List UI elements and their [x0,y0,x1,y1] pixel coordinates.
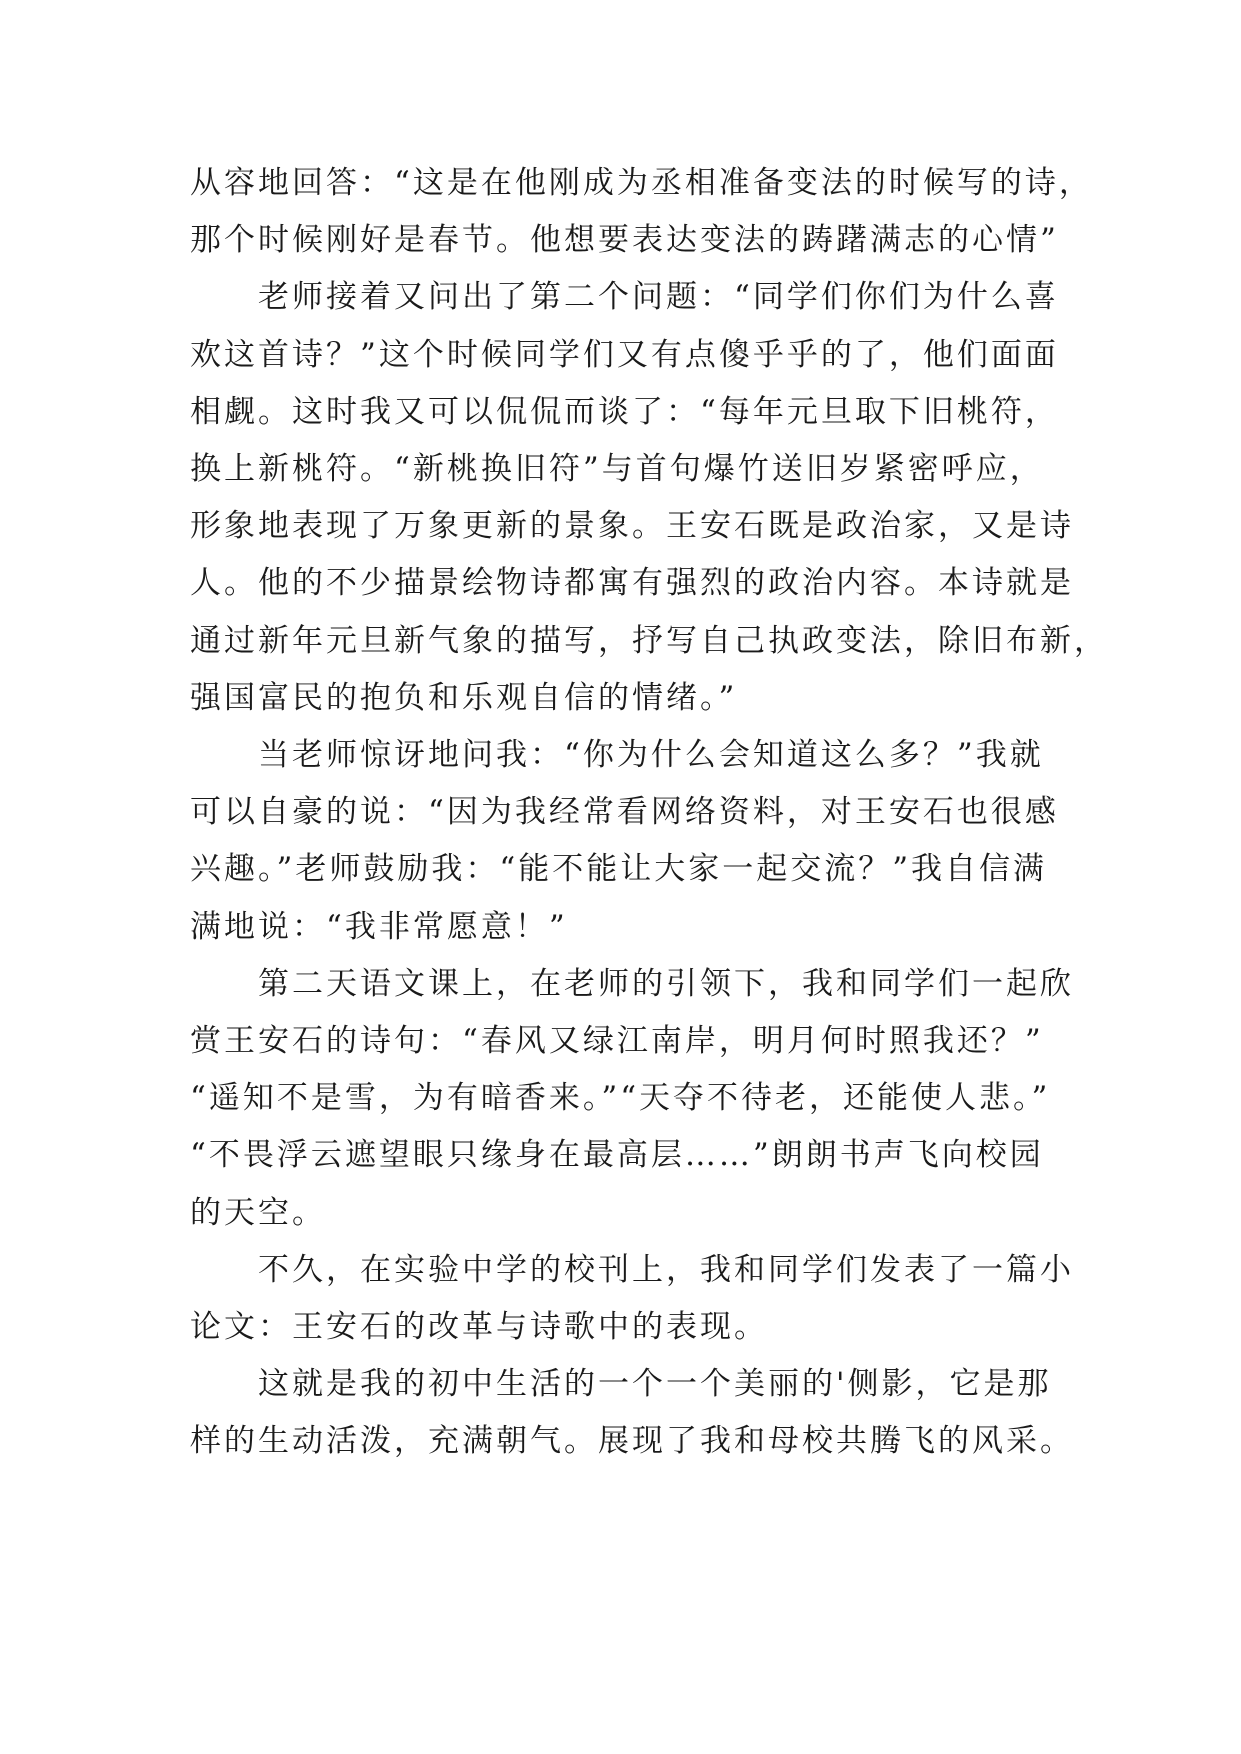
text-line: 论文：王安石的改革与诗歌中的表现。 [190,1309,768,1346]
text-line: 相觑。这时我又可以侃侃而谈了：“每年元旦取下旧桃符， [190,393,1059,430]
text-line: 的天空。 [190,1194,326,1231]
text-line: 这就是我的初中生活的一个一个美丽的'侧影，它是那 [258,1366,1052,1403]
text-line: 形象地表现了万象更新的景象。王安石既是政治家，又是诗 [190,508,1074,545]
text-line: 换上新桃符。“新桃换旧符”与首句爆竹送旧岁紧密呼应， [190,451,1044,488]
text-line: 第二天语文课上，在老师的引领下，我和同学们一起欣 [258,965,1074,1002]
text-line: 人。他的不少描景绘物诗都寓有强烈的政治内容。本诗就是 [190,565,1074,602]
text-line: “遥知不是雪，为有暗香来。”“天夺不待老，还能使人悲。” [190,1080,1051,1117]
text-line: 通过新年元旦新气象的描写，抒写自己执政变法，除旧布新， [190,622,1108,659]
text-line: 那个时候刚好是春节。他想要表达变法的踌躇满志的心情” [190,222,1059,259]
text-line: 可以自豪的说：“因为我经常看网络资料，对王安石也很感 [190,794,1059,831]
text-line: “不畏浮云遮望眼只缘身在最高层……”朗朗书声飞向校园 [190,1137,1044,1174]
text-line: 从容地回答：“这是在他刚成为丞相准备变法的时候写的诗， [190,165,1093,201]
text-line: 欢这首诗？”这个时候同学们又有点傻乎乎的了，他们面面 [190,336,1059,373]
text-line: 赏王安石的诗句：“春风又绿江南岸，明月何时照我还？” [190,1023,1044,1060]
text-line: 满地说：“我非常愿意！” [190,908,568,945]
text-line: 老师接着又问出了第二个问题：“同学们你们为什么喜 [258,279,1059,316]
text-line: 兴趣。”老师鼓励我：“能不能让大家一起交流？”我自信满 [190,851,1048,888]
text-line: 强国富民的抱负和乐观自信的情绪。” [190,679,738,716]
text-line: 样的生动活泼，充满朝气。展现了我和母校共腾飞的风采。 [190,1423,1074,1460]
text-line: 不久，在实验中学的校刊上，我和同学们发表了一篇小 [258,1251,1074,1288]
text-line: 当老师惊讶地问我：“你为什么会知道这么多？”我就 [258,737,1044,774]
body-text [190,155,1108,1471]
